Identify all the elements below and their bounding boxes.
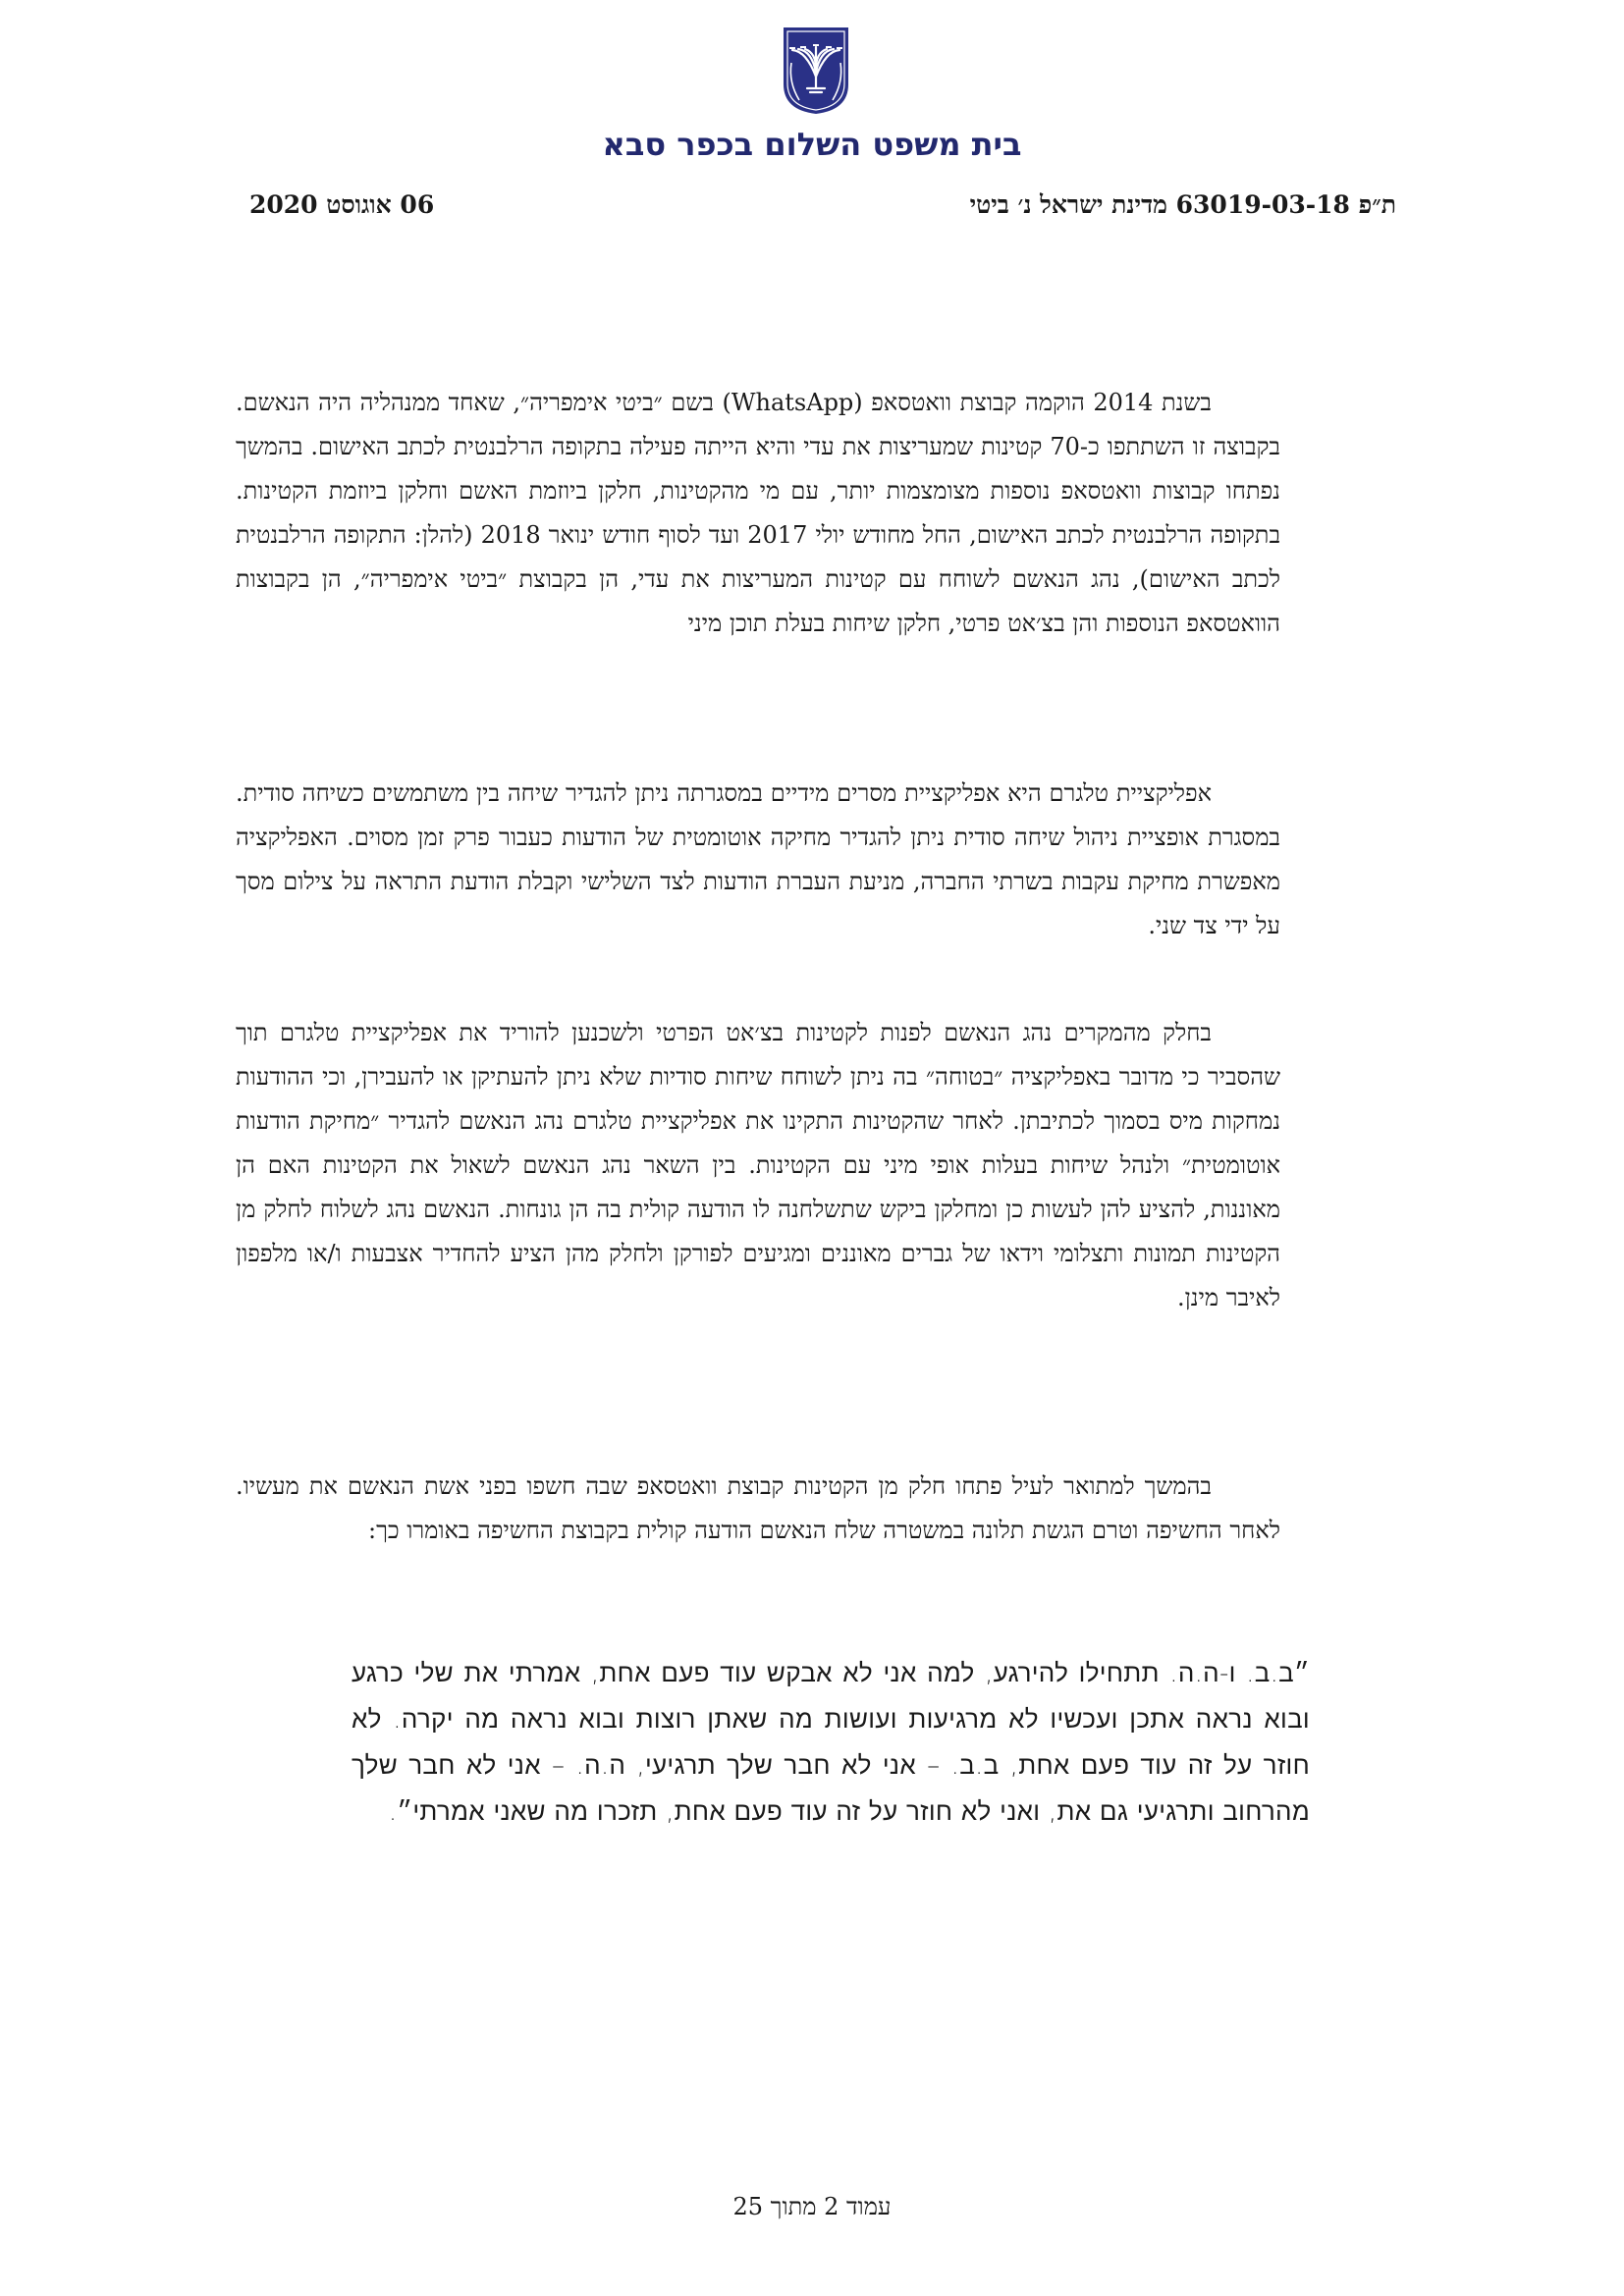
quote-text: ״ב.ב. ו-ה.ה. תתחילו להירגע, למה אני לא אבקש עוד פעם אחת, אמרתי את שלי כרגע ובוא נראה אתכן ועכשיו לא מרגיעות ועושות מה שאתן רוצות ובוא נראה מה יקרה. לא חוזר על זה עוד פעם אחת, ב.ב. – אני לא חבר שלך תרגיעי, ה.ה. – אני לא חבר שלך מהרחוב ותרגיעי גם את, ואני לא חוזר על זה עוד פעם אחת, תזכרו מה שאני אמרתי״. — [352, 1659, 1310, 1827]
page-number-footer: עמוד 2 מתוך 25 — [732, 2193, 892, 2220]
paragraph-private-chat — [236, 1011, 1280, 1320]
voice-message-quote — [352, 1651, 1310, 1836]
court-name: בית משפט השלום בכפר סבא — [602, 126, 1022, 163]
case-number-line: ת״פ 63019-03-18 מדינת ישראל נ׳ ביטי — [969, 190, 1396, 219]
paragraph-telegram-app — [236, 772, 1280, 948]
emblem-svg — [780, 24, 852, 116]
document-date: 06 אוגוסט 2020 — [249, 190, 435, 219]
paragraph-exposure-group — [236, 1465, 1280, 1553]
paragraph-text: בהמשך למתואר לעיל פתחו חלק מן הקטינות קבוצת וואטסאפ שבה חשפו בפני אשת הנאשם את מעשיו. לאחר החשיפה וטרם הגשת תלונה במשטרה שלח הנאשם הודעה קולית בקבוצת החשיפה באומרו כך: — [236, 1472, 1280, 1544]
paragraph-text: בחלק מהמקרים נהג הנאשם לפנות לקטינות בצ׳אט הפרטי ולשכנען להוריד את אפליקציית טלגרם תוך שהסביר כי מדובר באפליקציה ״בטוחה״ בה ניתן לשוחח שיחות סודיות שלא ניתן להעתיקן או להעבירן, וכי ההודעות נמחקות מיס בסמוך לכתיבתן. לאחר שהקטינות התקינו את אפליקציית טלגרם נהג הנאשם להגדיר ״מחיקת הודעות אוטומטית״ ולנהל שיחות בעלות אופי מיני עם הקטינות. בין השאר נהג הנאשם לשאול את הקטינות האם הן מאוננות, להציע להן לעשות כן ומחלקן ביקש שתשלחנה לו הודעה קולית בה הן גונחות. הנאשם נהג לשלוח לחלק מן הקטינות תמונות ותצלומי וידאו של גברים מאוננים ומגיעים לפורקן ולחלק מהן הציע להחדיר אצבעות ו/או מלפפון לאיבר מינן. — [236, 1019, 1280, 1311]
paragraph-whatsapp-group — [236, 381, 1280, 646]
state-emblem-icon — [780, 24, 852, 116]
paragraph-text: אפליקציית טלגרם היא אפליקציית מסרים מידיים במסגרתה ניתן להגדיר שיחה בין משתמשים כשיחה סודית. במסגרת אופציית ניהול שיחה סודית ניתן להגדיר מחיקה אוטומטית של הודעות כעבור פרק זמן מסוים. האפליקציה מאפשרת מחיקת עקבות בשרתי החברה, מניעת העברת הודעות לצד השלישי וקבלת הודעת התראה על צילום מסך על ידי צד שני. — [236, 779, 1281, 939]
paragraph-text: בשנת 2014 הוקמה קבוצת וואטסאפ (WhatsApp) בשם ״ביטי אימפריה״, שאחד ממנהליה היה הנאשם. בקבוצה זו השתתפו כ-70 קטינות שמעריצות את עדי והיא הייתה פעילה בתקופה הרלבנטית לכתב האישום. בהמשך נפתחו קבוצות וואטסאפ נוספות מצומצמות יותר, עם מי מהקטינות, חלקן ביוזמת האשם וחלקן ביוזמת הקטינות. בתקופה הרלבנטית לכתב האישום, החל מחודש יולי 2017 ועד לסוף חודש ינואר 2018 (להלן: התקופה הרלבנטית לכתב האישום), נהג הנאשם לשוחח עם קטינות המעריצות את עדי, הן בקבוצת ״ביטי אימפריה״, הן בקבוצות הוואטסאפ הנוספות והן בצ׳אט פרטי, חלקן שיחות בעלת תוכן מיני — [236, 389, 1281, 637]
